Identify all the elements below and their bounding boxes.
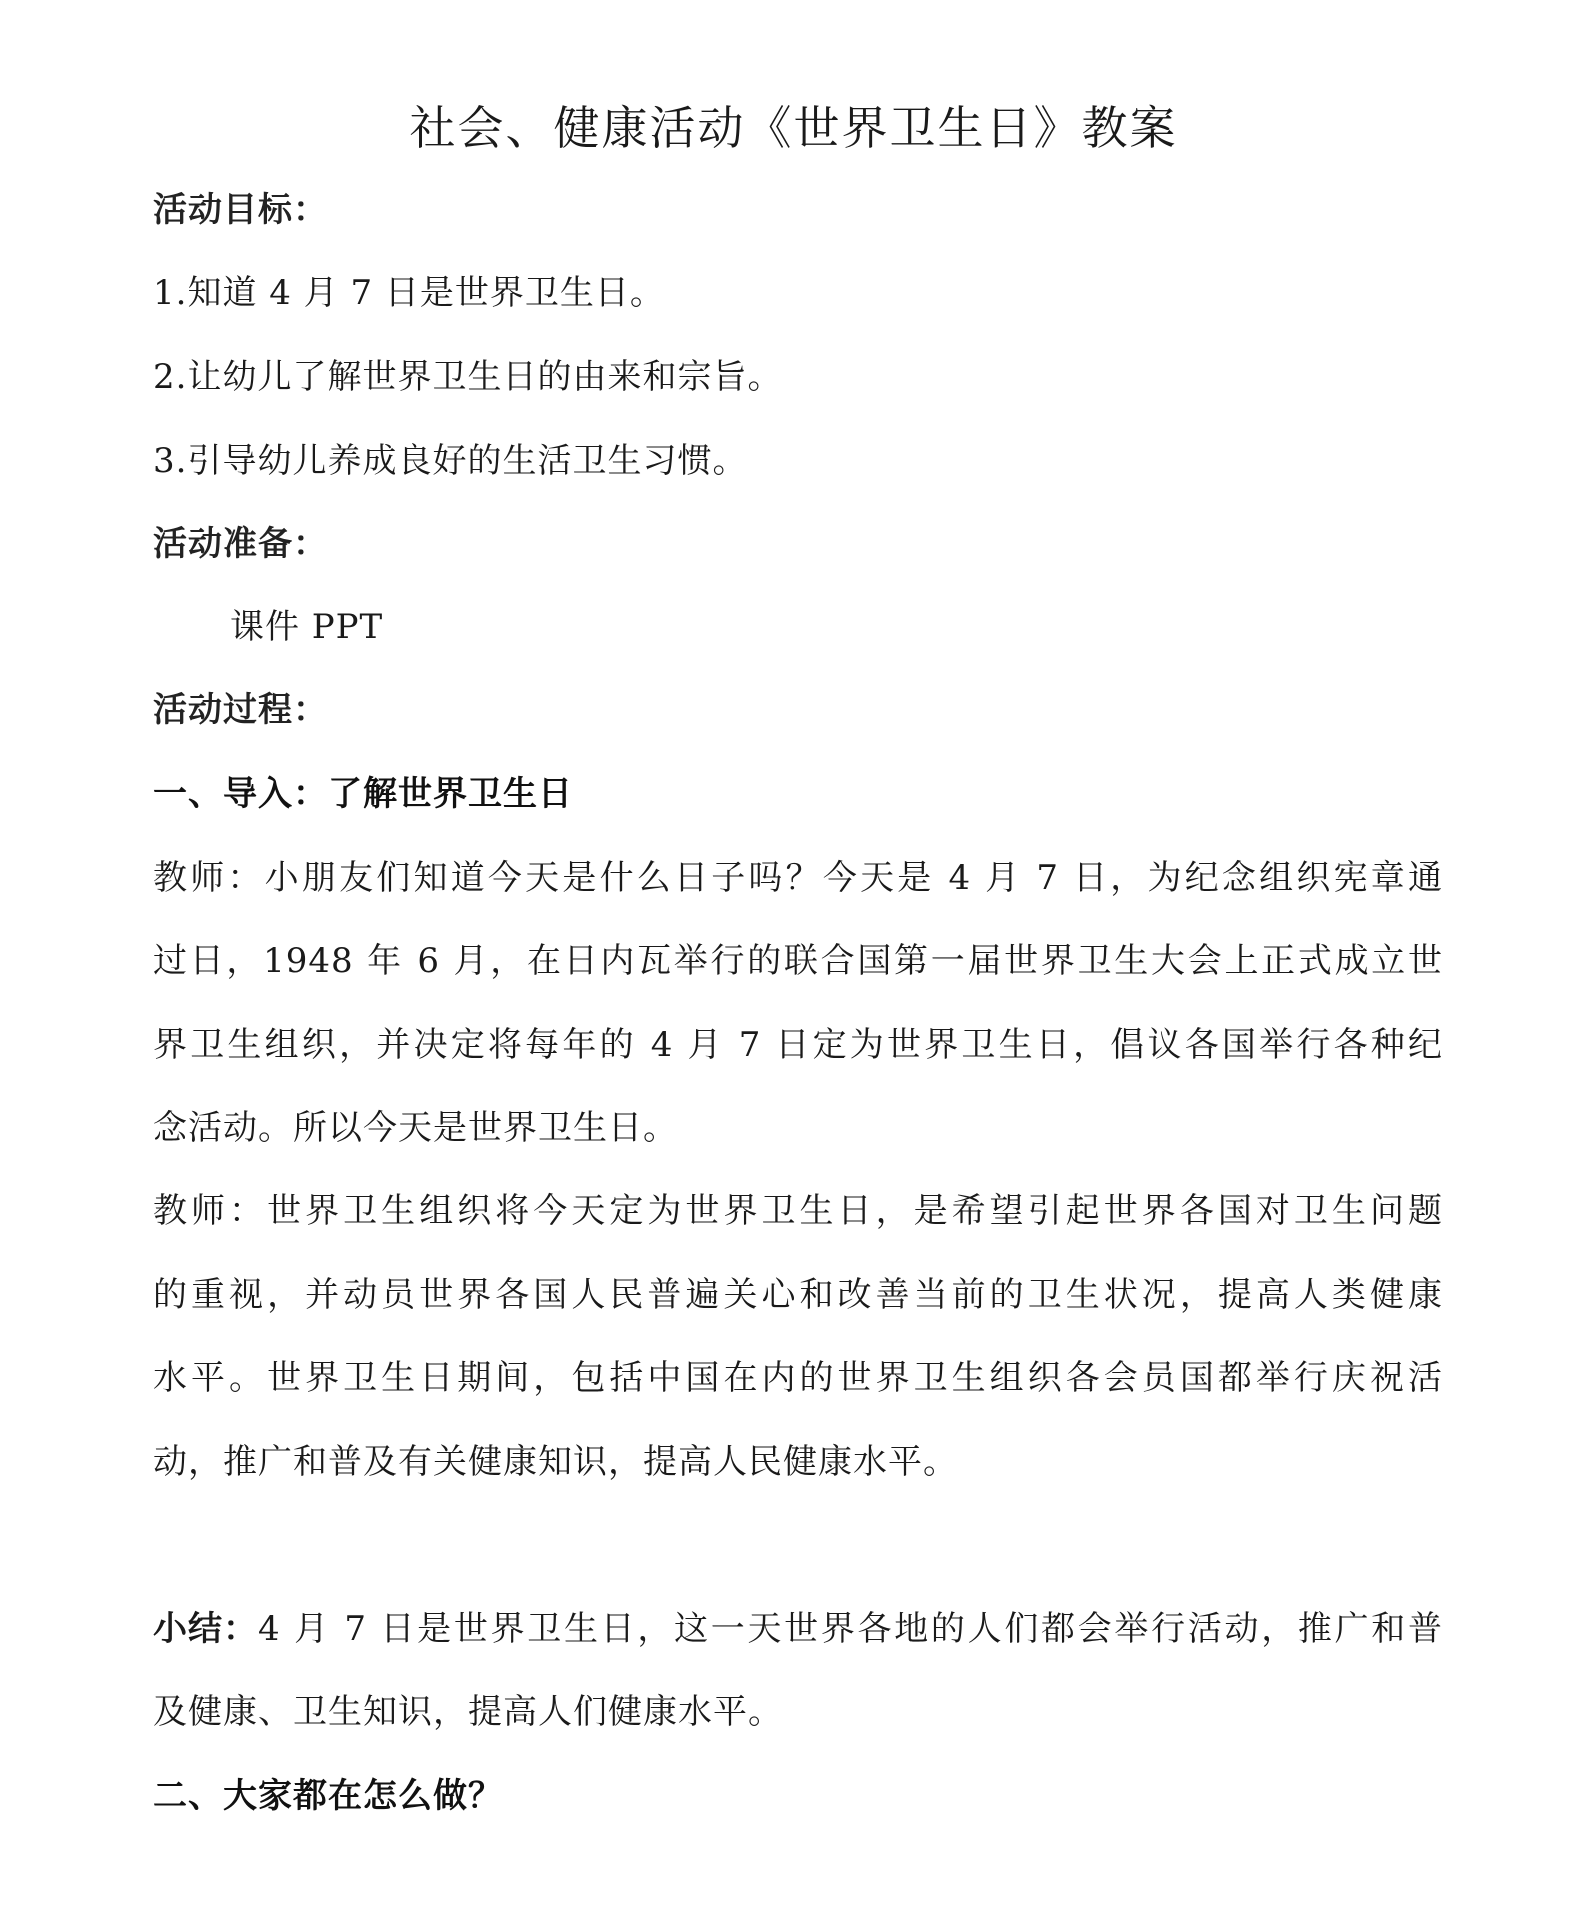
goal-item-3: 3.引导幼儿养成良好的生活卫生习惯。 [153, 441, 748, 481]
paragraph1-line-3: 界卫生组织，并决定将每年的 4 月 7 日定为世界卫生日，倡议各国举行各种纪 [153, 1025, 1443, 1065]
goal-item-2: 2.让幼儿了解世界卫生日的由来和宗旨。 [153, 357, 783, 397]
part1-heading: 一、导入：了解世界卫生日 [153, 774, 573, 814]
summary-line-1 [153, 1609, 1443, 1649]
paragraph2-line-2: 的重视，并动员世界各国人民普遍关心和改善当前的卫生状况，提高人类健康 [153, 1275, 1443, 1315]
prep-heading: 活动准备： [153, 524, 328, 564]
part2-heading: 二、大家都在怎么做？ [153, 1776, 503, 1816]
summary-label: 小结： [153, 1609, 258, 1649]
process-heading: 活动过程： [153, 690, 328, 730]
paragraph1-line-1: 教师：小朋友们知道今天是什么日子吗？今天是 4 月 7 日，为纪念组织宪章通 [153, 858, 1443, 898]
paragraph2-line-3: 水平。世界卫生日期间，包括中国在内的世界卫生组织各会员国都举行庆祝活 [153, 1358, 1443, 1398]
paragraph1-line-2: 过日，1948 年 6 月，在日内瓦举行的联合国第一届世界卫生大会上正式成立世 [153, 941, 1443, 981]
summary-line-2: 及健康、卫生知识，提高人们健康水平。 [153, 1692, 783, 1732]
goal-item-1: 1.知道 4 月 7 日是世界卫生日。 [153, 273, 665, 313]
goals-heading: 活动目标： [153, 190, 328, 230]
paragraph2-line-4: 动，推广和普及有关健康知识，提高人民健康水平。 [153, 1442, 958, 1482]
paragraph1-line-4: 念活动。所以今天是世界卫生日。 [153, 1108, 678, 1148]
prep-item: 课件 PPT [230, 607, 384, 647]
document-title: 社会、健康活动《世界卫生日》教案 [409, 101, 1178, 155]
paragraph2-line-1: 教师：世界卫生组织将今天定为世界卫生日，是希望引起世界各国对卫生问题 [153, 1191, 1443, 1231]
summary-text: 4 月 7 日是世界卫生日，这一天世界各地的人们都会举行活动，推广和普 [258, 1609, 1443, 1649]
